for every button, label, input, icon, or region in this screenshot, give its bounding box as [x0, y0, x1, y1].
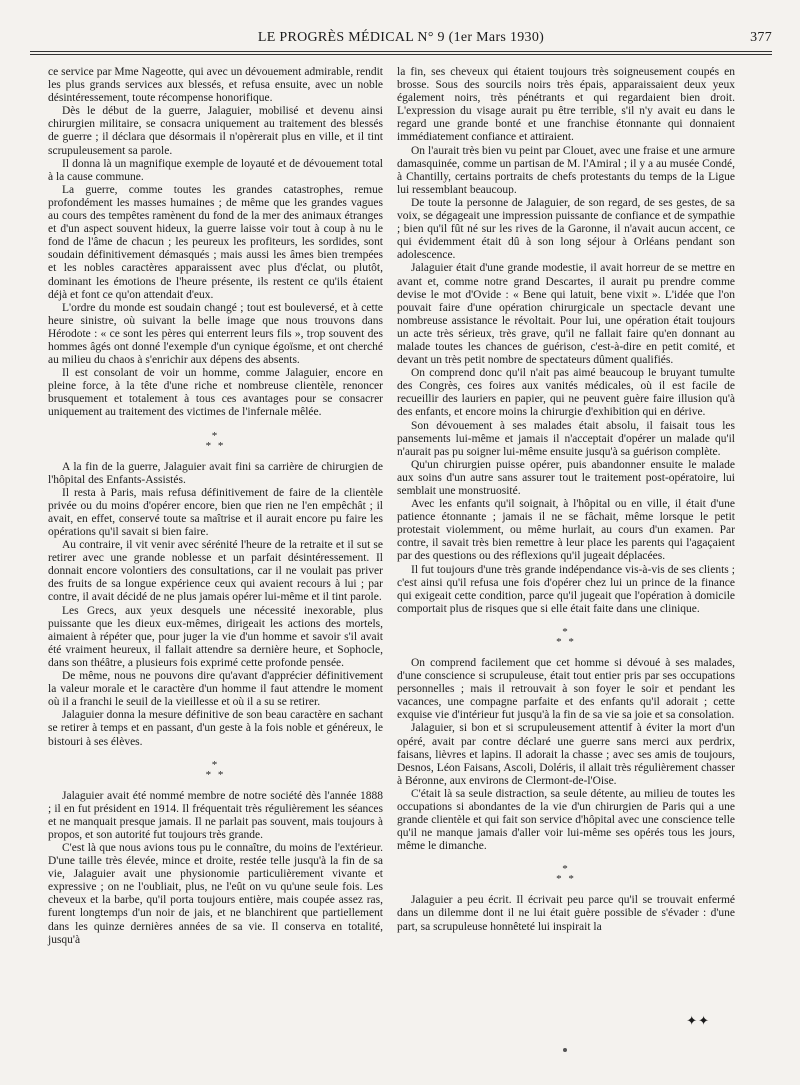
paragraph: Il donna là un magnifique exemple de loyauté et de dévouement total à la cause commune. — [48, 157, 383, 183]
paragraph: Dès le début de la guerre, Jalaguier, mobilisé et devenu ainsi chirurgien militaire, se consacra uniquement au traitement des blessés de guerre ; il déclara que désormais il n'opèrerait plus en ville, et il tint scrupuleusement sa parole. — [48, 105, 383, 157]
header-rule — [30, 51, 772, 52]
paragraph: Il est consolant de voir un homme, comme Jalaguier, encore en pleine force, à la tête d'une riche et nombreuse clientèle, renoncer brusquement et totalement à tous ces avantages pour se consacrer uniquement au traitement des victimes de l'infernale mêlée. — [48, 367, 383, 419]
paragraph: C'est là que nous avions tous pu le connaître, du moins de l'extérieur. D'une taille très élevée, mince et droite, restée telle jusqu'à la fin de sa vie, Jalaguier avait une physionomie particulièrement vivante et expressive ; on ne l'oubliait, plus, ne l'eût on vu qu'une seule fois. Les cheveux et la barbe, qu'il porta toujours entière, mais coupée assez ras, furent longtemps d'un noir de jais, et ne blanchirent que partiellement dans les quinze dernières années de sa vie. Il conserva en totalité, jusqu'à — [48, 841, 383, 946]
paragraph: L'ordre du monde est soudain changé ; tout est bouleversé, et à cette heure sinistre, où suivant la belle image que nous trouvons dans Hérodote : « ce sont les pères qui enterrent leurs fils », trop souvent des hommes âgés ont donné l'exemple d'un cynique égoïsme, et ont cherché au milieu du chaos à s'enrichir aux dépens des absents. — [48, 301, 383, 367]
paragraph: Son dévouement à ses malades était absolu, il faisait tous les pansements lui-même et jamais il n'acceptait d'opérer un malade qu'il n'aurait pas pu soigner lui-même ensuite jusqu'à sa guérison complète. — [397, 419, 735, 458]
section-separator — [397, 627, 735, 647]
paragraph: Jalaguier, si bon et si scrupuleusement attentif à éviter la mort d'un opéré, avait par contre déclaré une guerre sans merci aux perdrix, faisans, lièvres et lapins. Il adorait la chasse ; avec ses amis de toujours, Desnos, Léon Faisans, Ascoli, Doléris, il allait très régulièrement chasser à Béronne, aux environs de Clermont-de-l'Oise. — [397, 722, 735, 787]
page-number: 377 — [750, 30, 772, 45]
paragraph: Les Grecs, aux yeux desquels une nécessité inexorable, plus puissante que les dieux eux-mêmes, dirigeait les actions des mortels, aimaient à répéter que, pour juger la vie d'un homme et savoir s'il avait été vraiment heureux, il fallait attendre sa dernière heure, et Sophocle, dans son théâtre, a plusieurs fois exprimé cette profonde pensée. — [48, 604, 383, 669]
paragraph: A la fin de la guerre, Jalaguier avait fini sa carrière de chirurgien de l'hôpital des Enfants-Assistés. — [48, 460, 383, 486]
separator-stars: * * — [205, 439, 226, 452]
separator-star: * — [211, 758, 220, 771]
running-title: LE PROGRÈS MÉDICAL N° 9 (1er Mars 1930) — [257, 30, 545, 45]
header-rule-double — [30, 54, 772, 55]
right-column — [397, 66, 735, 934]
paragraph: Jalaguier était d'une grande modestie, il avait horreur de se mettre en avant et, comme notre grand Descartes, il aurait pu prendre comme devise le mot d'Ovide : « Bene qui latuit, bene vixit ». L'idée que l'on pouvait faire d'une opération chirurgicale un spectacle devant une nombreuse assistance le révoltait. Pour lui, une opération était toujours un acte très sérieux, très grave, qu'il ne fallait faire qu'en donnant au malade toutes les chances de guérison, c'est-à-dire en petit comité, et devant un très petit nombre de spectateurs dûment qualifiés. — [397, 262, 735, 367]
section-separator — [48, 760, 383, 780]
page-header — [30, 30, 772, 50]
section-separator — [48, 431, 383, 451]
paragraph: On comprend facilement que cet homme si dévoué à ses malades, d'une conscience si scrupuleuse, était tout entier pris par ses occupations personnelles ; mais il retrouvait à son foyer le soir et pendant les vacances, une compagne parfaite et des enfants qu'il adorait ; cette exquise vie d'intérieur fut jusqu'à la fin de sa vie sa joie et sa consolation. — [397, 656, 735, 722]
separator-star: * — [211, 429, 220, 442]
separator-star: * — [562, 863, 570, 876]
paragraph: Jalaguier a peu écrit. Il écrivait peu parce qu'il se trouvait enfermé dans un dilemme dont il ne lui était guère possible de s'évader : d'une part, sa scrupuleuse honnêteté lui inspirait la — [397, 894, 735, 933]
paragraph: Jalaguier donna la mesure définitive de son beau caractère en sachant se retirer à temps et en passant, d'un geste à la fois noble et généreux, le bistouri à ses élèves. — [48, 709, 383, 748]
paragraph: Il resta à Paris, mais refusa définitivement de faire de la clientèle privée ou du moins d'opérer encore, bien que rien ne l'en empêchât ; il avait, en effet, conservé toute sa maîtrise et il aurait encore pu faire les opérations qu'il savait si bien faire. — [48, 486, 383, 538]
separator-star: * — [562, 625, 570, 638]
section-separator — [397, 864, 735, 884]
paragraph: Avec les enfants qu'il soignait, à l'hôpital ou en ville, il était d'une patience étonnante ; jamais il ne se fâchait, même lorsque le petit protestait violemment, ou même hurlait, au cours d'un examen. Par contre, il savait très bien remettre à leur place les parents qui l'agaçaient par des questions ou des réflexions qu'il jugeait déplacées. — [397, 498, 735, 563]
paragraph: De même, nous ne pouvons dire qu'avant d'apprécier définitivement la valeur morale et le caractère d'un homme il faut attendre le moment où il a franchi le seuil de la vieillesse et où il a su se retirer. — [48, 670, 383, 709]
paragraph: Jalaguier avait été nommé membre de notre société dès l'année 1888 ; il en fut président en 1914. Il fréquentait très régulièrement les séances et ne manquait presque jamais. Il ne parlait pas souvent, mais toujours à propos, et son autorité fut toujours très grande. — [48, 789, 383, 841]
paragraph: La guerre, comme toutes les grandes catastrophes, remue profondément les masses humaines ; de même que les grandes vagues au cours des tempêtes ramènent du fond de la mer des animaux étranges et d'un aspect souvent hideux, la guerre laisse voir tout à coup à nu le fond de l'âme de chacun ; les peureux les profiteurs, les sordides, sont soudain définitivement démasqués ; mais aussi les âmes bien trempées et les nobles caractères apparaissent avec plus d'éclat, ou plutôt, dominant les émotions de l'heure présente, ils restent ce qu'ils étaient déjà et font ce qu'on attendait d'eux. — [48, 183, 383, 301]
paragraph: C'était là sa seule distraction, sa seule détente, au milieu de toutes les occupations si abondantes de la vie d'un chirurgien de Paris qui a une grande clientèle et qui fait son service d'hôpital avec une conscience telle qu'il ne manque jamais d'aller voir lui-même ses opérés tous les jours, même le dimanche. — [397, 787, 735, 853]
separator-stars: * * — [205, 768, 226, 781]
paragraph: Qu'un chirurgien puisse opérer, puis abandonner ensuite le malade aux soins d'un autre sans assurer tout le traitement post-opératoire, lui semblait une monstruosité. — [397, 458, 735, 497]
separator-stars: * * — [556, 873, 576, 886]
paragraph: ce service par Mme Nageotte, qui avec un dévouement admirable, rendit les plus grands services aux blessés, et refusa ensuite, avec un noble désintéressement, toute récompense honorifique. — [48, 66, 383, 105]
left-column — [48, 66, 383, 947]
paragraph: Il fut toujours d'une très grande indépendance vis-à-vis de ses clients ; c'est ainsi qu'il refusa une fois d'opérer chez lui un prince de la finance qui exigeait cette condition, parce qu'il jugeait que l'opération à domicile comportait plus de risques que si elle était faite dans une clinique. — [397, 563, 735, 615]
paragraph: On comprend donc qu'il n'ait pas aimé beaucoup le bruyant tumulte des Congrès, ces foires aux vanités médicales, où il est facile de recueillir des lauriers en papier, qui ne peuvent guère faire illusion qu'à des enfants, et encore moins la chirurgie d'exhibition qui en dérive. — [397, 367, 735, 419]
paragraph: On l'aurait très bien vu peint par Clouet, avec une fraise et une armure damasquinée, comme un partisan de M. l'Amiral ; il y a au musée Condé, à Chantilly, certains portraits de chefs protestants du temps de la Ligue lui ressemblant beaucoup. — [397, 144, 735, 196]
paragraph: De toute la personne de Jalaguier, de son regard, de ses gestes, de sa voix, se dégageait une impression puissante de confiance et de sympathie ; bien qu'il fût né sur les rives de la Garonne, il n'avait aucun accent, ce qui évidemment était dû à son long séjour à Orléans pendant son adolescence. — [397, 196, 735, 262]
paragraph: Au contraire, il vit venir avec sérénité l'heure de la retraite et il sut se retirer avec une grande noblesse et un parfait désintéressement. Il donnait encore volontiers des consultations, car il ne voulait pas priver des fruits de sa longue expérience ceux qui avaient recours à lui ; par contre, il avait décidé de ne plus jamais opérer lui-même et il tint parole. — [48, 539, 383, 604]
paragraph: la fin, ses cheveux qui étaient toujours très soigneusement coupés en brosse. Sous des sourcils noirs très épais, apparaissaient deux yeux également noirs, très pénétrants et qui regardaient bien droit. L'expression du visage aurait pu être terrible, s'il n'y avait eu dans le regard une grande bonté et une franchise étonnante qui donnaient immédiatement confiance et attiraient. — [397, 66, 735, 144]
separator-stars: * * — [556, 635, 576, 648]
continuation-ornament: ✦✦ — [686, 1013, 710, 1028]
print-speck — [563, 1048, 567, 1052]
